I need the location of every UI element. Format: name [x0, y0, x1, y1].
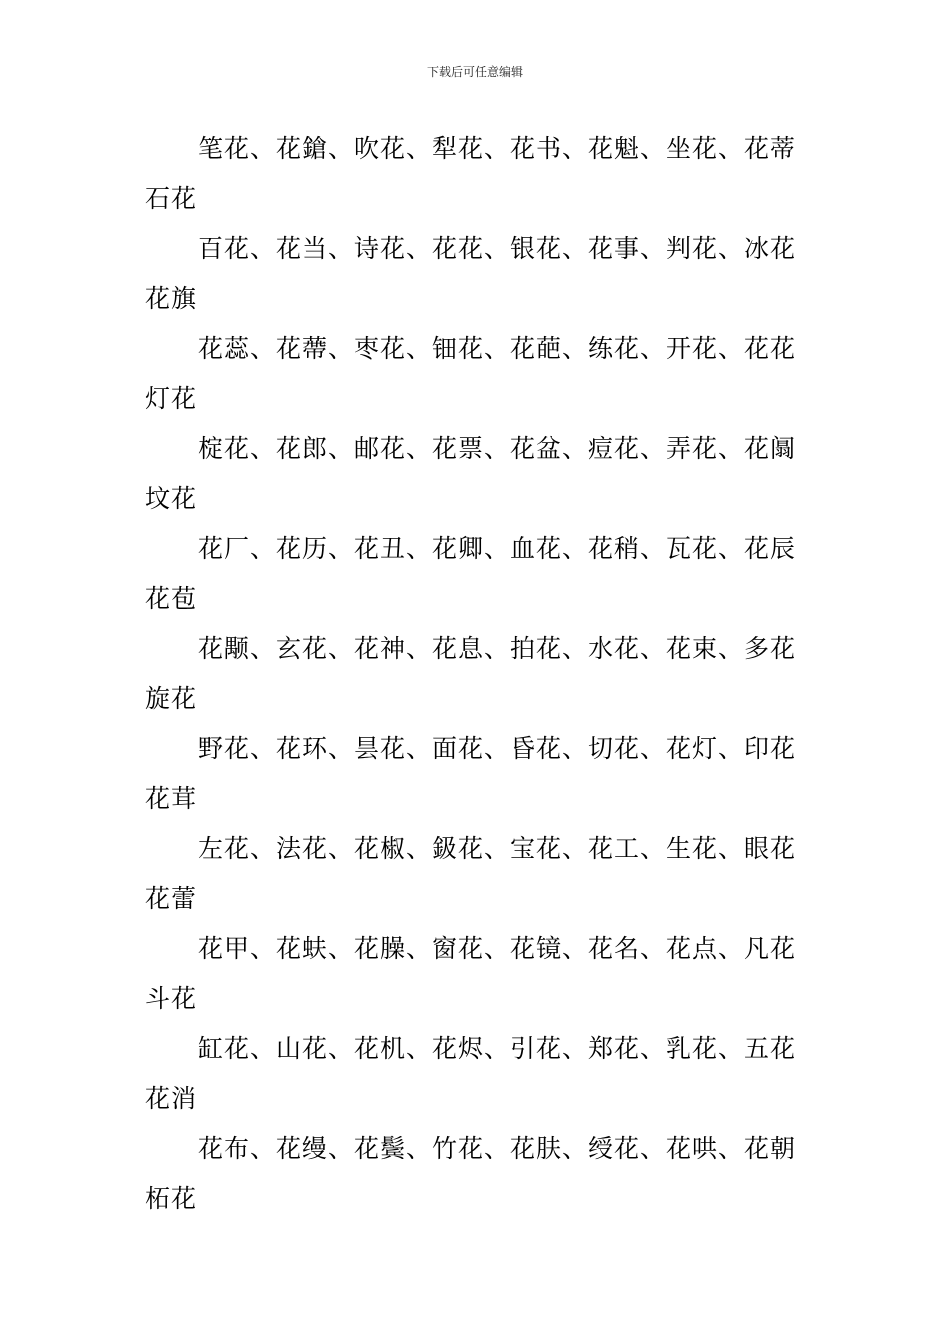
paragraph-line: 花消: [145, 1084, 198, 1113]
paragraph: [145, 824, 815, 924]
paragraph-line: 花苞: [145, 584, 198, 613]
paragraph-line: 椗花、花郎、邮花、花票、花盆、痘花、弄花、花阘: [198, 434, 797, 463]
paragraph-line: 坟花: [145, 484, 198, 513]
paragraph-line: 石花: [145, 184, 198, 213]
paragraph-line: 花厂、花历、花丑、花卿、血花、花稍、瓦花、花辰: [198, 534, 797, 563]
paragraph: [145, 324, 815, 424]
paragraph-line: 花蕊、花蔕、枣花、钿花、花葩、练花、开花、花花: [198, 334, 797, 363]
paragraph-line: 花甲、花蚨、花臊、窗花、花镜、花名、花点、凡花: [198, 934, 797, 963]
paragraph-line: 旋花: [145, 684, 198, 713]
paragraph: [145, 1024, 815, 1124]
paragraph-line: 花布、花缦、花鬓、竹花、花肤、绶花、花哄、花朝: [198, 1134, 797, 1163]
paragraph-line: 野花、花环、昙花、面花、昏花、切花、花灯、印花: [198, 734, 797, 763]
paragraph: [145, 724, 815, 824]
paragraph-line: 花蕾: [145, 884, 198, 913]
paragraph-line: 花颙、玄花、花神、花息、拍花、水花、花束、多花: [198, 634, 797, 663]
paragraph: [145, 624, 815, 724]
paragraph-line: 花旗: [145, 284, 198, 313]
paragraph-line: 柘花: [145, 1184, 198, 1213]
header-note: 下载后可任意编辑: [426, 65, 523, 79]
document-body: [145, 124, 815, 1224]
paragraph-line: 缸花、山花、花机、花烬、引花、郑花、乳花、五花: [198, 1034, 797, 1063]
paragraph: [145, 924, 815, 1024]
paragraph: [145, 224, 815, 324]
paragraph-line: 斗花: [145, 984, 198, 1013]
paragraph-line: 左花、法花、花椒、鈒花、宝花、花工、生花、眼花: [198, 834, 797, 863]
paragraph: [145, 424, 815, 524]
paragraph-line: 百花、花当、诗花、花花、银花、花事、判花、冰花: [198, 234, 797, 263]
paragraph: [145, 524, 815, 624]
paragraph-line: 笔花、花鎗、吹花、犁花、花书、花魁、坐花、花蒂: [198, 134, 797, 163]
paragraph-line: 花茸: [145, 784, 198, 813]
paragraph-line: 灯花: [145, 384, 198, 413]
paragraph: [145, 1124, 815, 1224]
paragraph: [145, 124, 815, 224]
